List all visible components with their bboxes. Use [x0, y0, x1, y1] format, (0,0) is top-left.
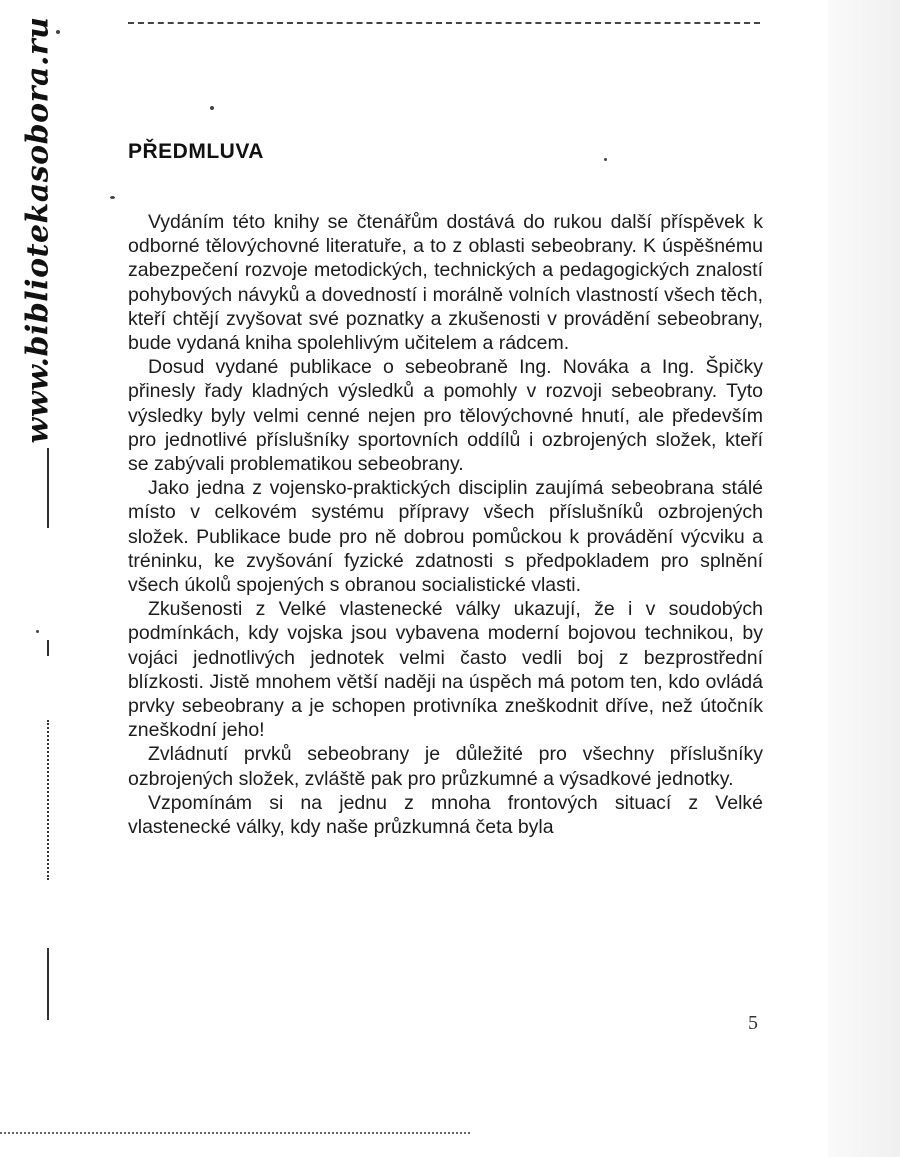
scan-speck — [110, 196, 115, 199]
site-watermark — [14, 16, 62, 444]
page-number: 5 — [748, 1012, 758, 1034]
paragraph: Vzpomínám si na jednu z mnoha frontových situací z Velké vlastenecké války, kdy naše průzkumná četa byla — [128, 791, 763, 839]
paragraph: Jako jedna z vojensko-praktických disciplin zaujímá sebeobrana stálé místo v celkovém systému přípravy všech příslušníků ozbrojených složek. Publikace bude pro ně dobrou pomůckou k provádění výcviku a tréninku, ke zvyšování fyzické zdatnosti s předpokladem pro splnění všech úkolů spojených s obranou socialistické vlasti. — [128, 477, 763, 597]
paragraph: Dosud vydané publikace o sebeobraně Ing. Nováka a Ing. Špičky přinesly řady kladných výsledků a pomohly v rozvoji sebeobrany. Tyto výsledky byly velmi cenné nejen pro tělovýchovné hnutí, ale především pro jednotlivé příslušníky sportovních oddílů i ozbrojených složek, kteří se zabývali problematikou sebeobrany. — [128, 356, 763, 476]
page-title: PŘEDMLUVA — [128, 140, 264, 163]
binding-margin-line — [47, 448, 49, 528]
paragraph: Zvládnutí prvků sebeobrany je důležité pro všechny příslušníky ozbrojených složek, zvláště pak pro průzkumné a výsadkové jednotky. — [128, 743, 763, 790]
scan-speck — [604, 158, 607, 161]
bottom-scan-edge — [0, 1132, 470, 1134]
binding-margin-mark — [47, 640, 49, 656]
binding-margin-line — [47, 948, 49, 1020]
watermark-text: www.bibliotekasobora.ru — [20, 16, 56, 444]
scan-speck — [36, 630, 39, 633]
paragraph: Vydáním této knihy se čtenářům dostává do rukou další příspěvek k odborné tělovýchovné literatuře, a to z oblasti sebeobrany. K úspěšnému zabezpečení rozvoje metodických, technických a pedagogických znalostí pohybových návyků a dovedností i morálně volních vlastností všech těch, kteří chtějí zvyšovat své poznatky a zkušenosti v provádění sebeobrany, bude vydaná kniha spolehlivým učitelem a rádcem. — [128, 211, 763, 355]
binding-margin-line — [47, 720, 49, 880]
paragraph: Zkušenosti z Velké vlastenecké války ukazují, že i v soudobých podmínkách, kdy vojska jsou vybavena moderní bojovou technikou, by vojáci jednotlivých jednotek velmi často vedli boj z bezprostřední blízkosti. Jistě mnohem větší naději na úspěch má potom ten, kdo ovládá prvky sebeobrany a je schopen protivníka zneškodnit dříve, než útočník zneškodní jeho! — [128, 598, 763, 742]
paper-shadow-edge — [828, 0, 900, 1157]
body-text — [128, 210, 763, 839]
scan-speck — [210, 106, 214, 110]
top-rule — [128, 22, 760, 24]
scan-speck — [56, 30, 60, 34]
